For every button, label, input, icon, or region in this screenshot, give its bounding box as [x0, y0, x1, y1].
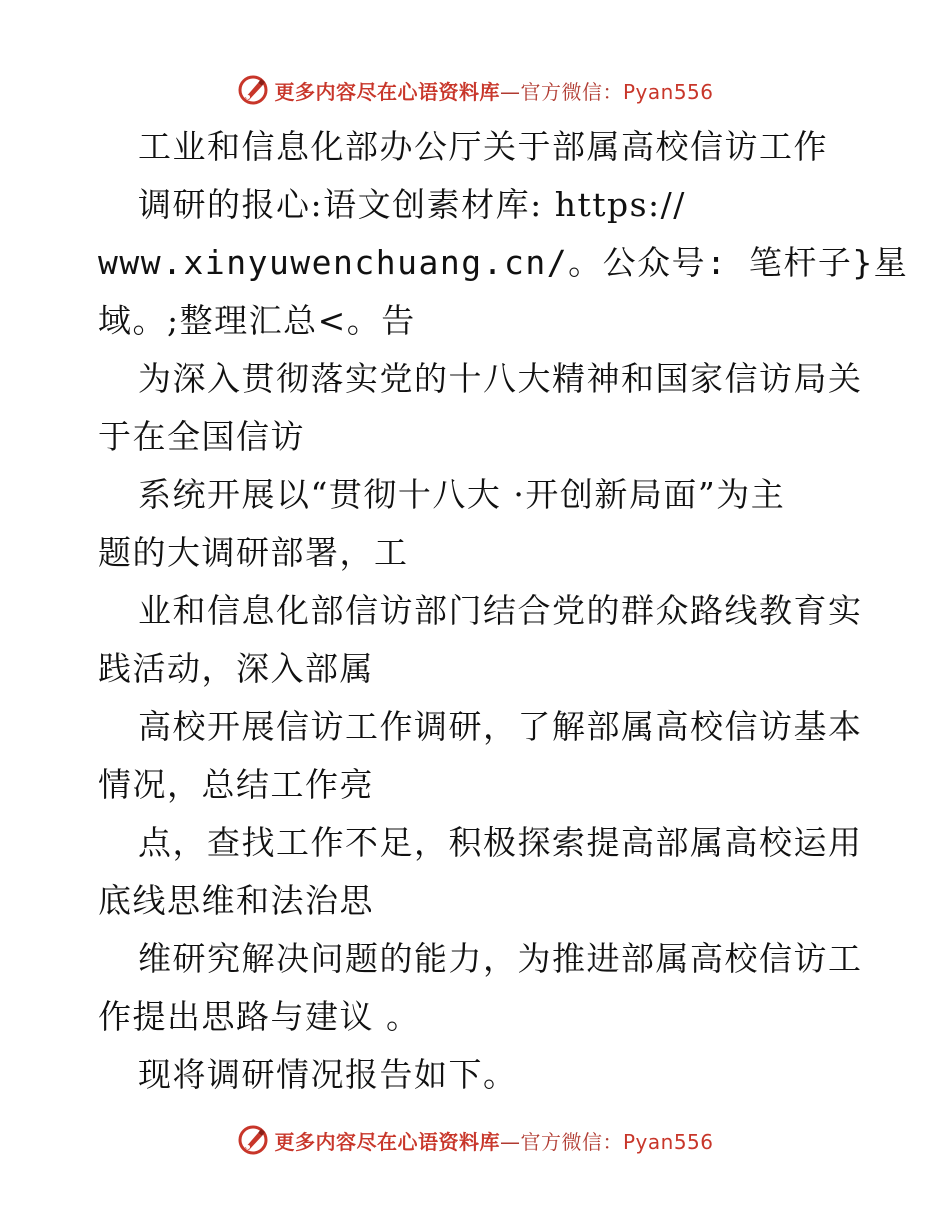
header-banner: [0, 70, 950, 110]
doc-line: 域。;整理汇总<。告: [98, 301, 416, 340]
doc-line: 于在全国信访: [98, 417, 305, 456]
banner-main-text: 更多内容尽在心语资料库: [274, 79, 500, 104]
banner-dash: —: [499, 1129, 521, 1154]
doc-line: www.xinyuwenchuang.cn/。公众号: 笔杆子}星: [98, 243, 909, 282]
brush-pen-logo-icon: [236, 1123, 270, 1157]
doc-line: 工业和信息化部办公厅关于部属高校信访工作: [138, 127, 828, 166]
doc-line: 维研究解决问题的能力，为推进部属高校信访工: [138, 939, 863, 978]
banner-dash: —: [499, 79, 521, 104]
footer-banner: [0, 1120, 950, 1160]
banner-wechat-id: Pyan556: [622, 1129, 714, 1154]
banner-text: [274, 76, 713, 105]
doc-line: 高校开展信访工作调研，了解部属高校信访基本: [138, 707, 863, 746]
banner-text: [274, 1126, 713, 1155]
doc-line: 为深入贯彻落实党的十八大精神和国家信访局关: [138, 359, 863, 398]
doc-line: 现将调研情况报告如下。: [138, 1055, 518, 1094]
doc-line: 底线思维和法治思: [98, 881, 374, 920]
doc-line: 调研的报心:语文创素材库: https://: [138, 185, 686, 224]
doc-line: 系统开展以“贯彻十八大 ·开创新局面”为主: [138, 475, 786, 514]
doc-line: 题的大调研部署，工: [98, 533, 409, 572]
document-body: [98, 118, 909, 1104]
banner-main-text: 更多内容尽在心语资料库: [274, 1129, 500, 1154]
banner-wechat-id: Pyan556: [622, 79, 714, 104]
banner-wechat-label: 官方微信：: [520, 79, 623, 104]
brush-pen-logo-icon: [236, 73, 270, 107]
doc-line: 情况，总结工作亮: [98, 765, 374, 804]
doc-line: 业和信息化部信访部门结合党的群众路线教育实: [138, 591, 863, 630]
doc-line: 践活动，深入部属: [98, 649, 374, 688]
doc-line: 点，查找工作不足，积极探索提高部属高校运用: [138, 823, 863, 862]
banner-wechat-label: 官方微信：: [520, 1129, 623, 1154]
doc-line: 作提出思路与建议 。: [98, 997, 421, 1036]
